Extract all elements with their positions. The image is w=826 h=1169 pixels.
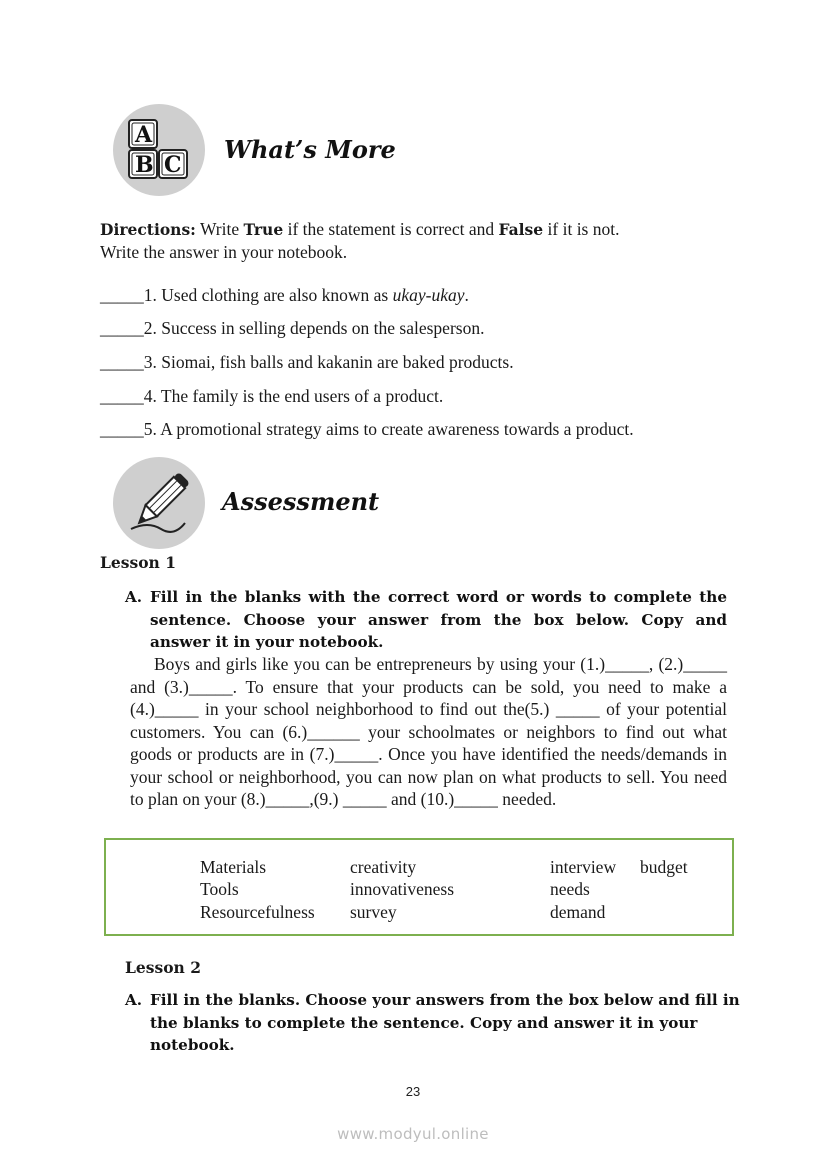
- directions-text: Write: [195, 219, 244, 239]
- pencil-icon-circle: [113, 457, 205, 549]
- true-keyword: True: [243, 220, 284, 239]
- lesson-1-instruction: Fill in the blanks with the correct word or words to complete the sentence. Choose your answer from the box below. Copy and answer it in your notebook.: [150, 588, 727, 651]
- list-item: [100, 317, 484, 340]
- section-title-whats-more: What’s More: [224, 135, 396, 164]
- directions-text: if it is not.: [543, 219, 620, 239]
- abc-blocks-icon-circle: [113, 104, 205, 196]
- lesson-1-instruction-letter: A.: [125, 588, 143, 606]
- list-item: [100, 284, 469, 307]
- watermark: www.modyul.online: [337, 1125, 489, 1143]
- word-bank-item: Tools: [200, 879, 239, 899]
- svg-text:C: C: [164, 152, 182, 178]
- lesson-1-paragraph: Boys and girls like you can be entrepreneurs by using your (1.)_____, (2.)_____ and (3.)_____. To ensure that your products can be sold, you need to make a (4.)_____ in your school neighborhood to find out the(5.) _____ of your potential customers. You can (6.)______ your schoolmates or neighbors to find out what goods or products are in (7.)_____. Once you have identified the needs/demands in your school or neighborhood, you can now plan on what products to sell. You need to plan on your (8.)_____,(9.) _____ and (10.)_____ needed.: [130, 654, 727, 809]
- word-bank-item: Resourcefulness: [200, 902, 315, 922]
- item-text-end: .: [464, 285, 469, 305]
- item-text: The family is the end users of a product.: [156, 386, 444, 406]
- answer-blank: _____: [100, 352, 144, 372]
- item-text: Siomai, fish balls and kakanin are baked products.: [156, 352, 514, 372]
- lesson-2-heading: Lesson 2: [125, 958, 202, 977]
- abc-blocks-icon: [113, 104, 205, 196]
- item-italic-term: ukay-ukay: [392, 285, 465, 305]
- word-bank-item: innovativeness: [350, 879, 455, 899]
- svg-text:B: B: [135, 152, 154, 178]
- false-keyword: False: [498, 220, 544, 239]
- word-bank-item: survey: [350, 902, 397, 922]
- lesson-2-instruction: Fill in the blanks. Choose your answers from the box below and fill in the blanks to complete the sentence. Copy and answer it in your notebook.: [150, 991, 740, 1054]
- directions-text: if the statement is correct and: [283, 219, 499, 239]
- page-number: 23: [405, 1084, 421, 1099]
- word-bank-item: creativity: [350, 857, 417, 877]
- list-item: [100, 351, 514, 374]
- item-text: A promotional strategy aims to create awareness towards a product.: [156, 419, 634, 439]
- item-number: 5.: [143, 419, 157, 439]
- list-item: [100, 385, 443, 408]
- item-number: 2.: [143, 318, 157, 338]
- word-bank-item: needs: [550, 879, 590, 899]
- item-text: Used clothing are also known as: [156, 285, 393, 305]
- word-bank-item: Materials: [200, 857, 267, 877]
- directions-line2: Write the answer in your notebook.: [100, 242, 348, 262]
- answer-blank: _____: [100, 285, 144, 305]
- answer-blank: _____: [100, 419, 144, 439]
- answer-blank: _____: [100, 318, 144, 338]
- section-title-assessment: Assessment: [222, 487, 380, 516]
- directions: [100, 218, 740, 264]
- item-number: 4.: [143, 386, 157, 406]
- lesson-2-instruction-letter: A.: [125, 991, 143, 1009]
- word-bank-item: budget: [640, 857, 688, 877]
- word-bank-item: interview: [550, 857, 617, 877]
- item-text: Success in selling depends on the salesperson.: [156, 318, 485, 338]
- word-bank-item: demand: [550, 902, 606, 922]
- item-number: 1.: [143, 285, 157, 305]
- pencil-icon: [113, 457, 205, 549]
- answer-blank: _____: [100, 386, 144, 406]
- svg-text:A: A: [135, 122, 153, 148]
- item-number: 3.: [143, 352, 157, 372]
- list-item: [100, 418, 634, 441]
- lesson-1-heading: Lesson 1: [100, 553, 177, 572]
- directions-label: Directions:: [100, 220, 196, 239]
- word-bank-box: [104, 838, 734, 936]
